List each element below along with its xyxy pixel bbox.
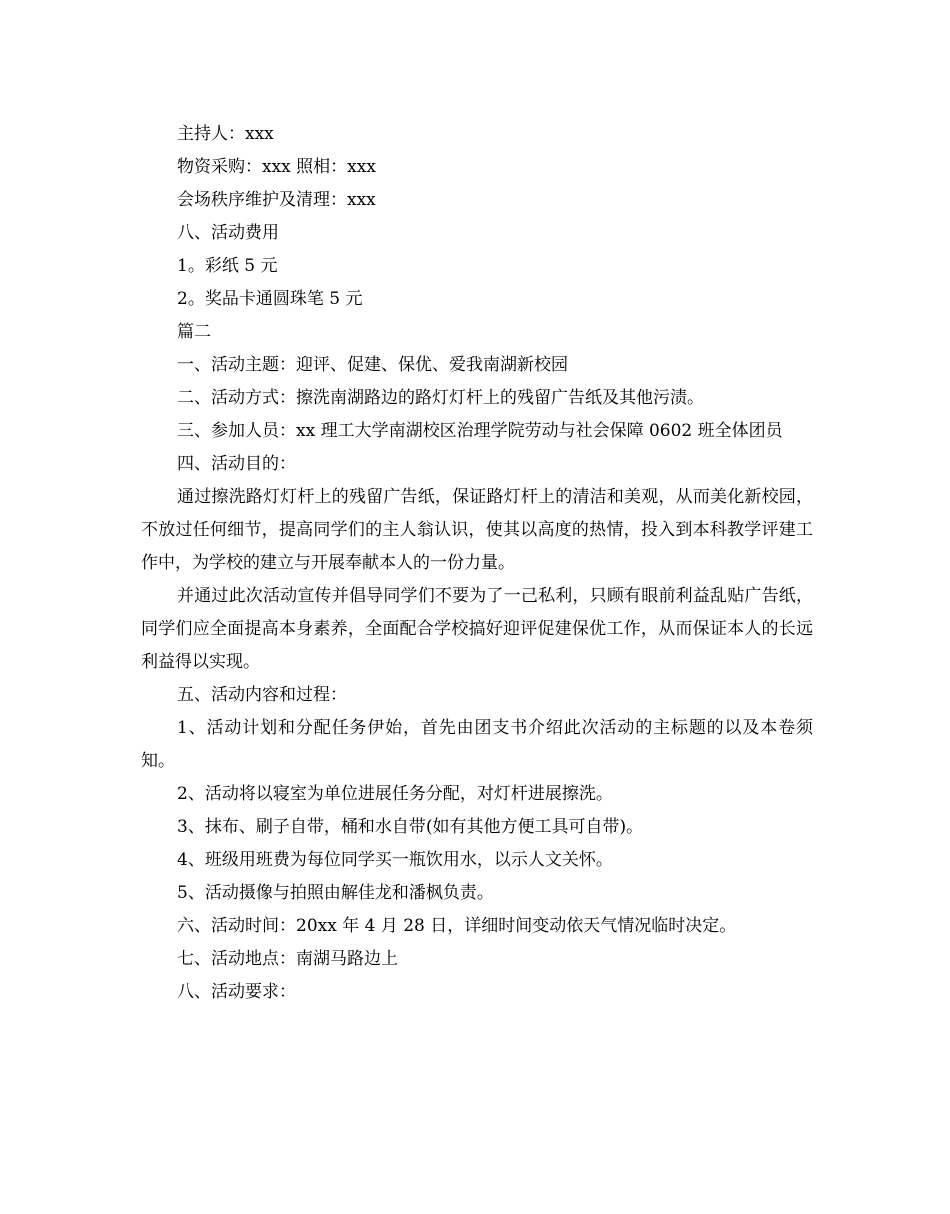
- venue-order-line: 会场秩序维护及清理：xxx: [177, 190, 376, 210]
- purpose-paragraph-2: 并通过此次活动宣传并倡导同学们不要为了一己私利，只顾有眼前利益乱贴广告纸，同学们应全面提高本身素养，全面配合学校搞好迎评促建保优工作，从而保证本人的长远利益得以实现。: [141, 586, 813, 672]
- activity-location-line: 七、活动地点：南湖马路边上: [177, 949, 398, 969]
- document-body: [141, 118, 813, 1009]
- purpose-heading: 四、活动目的：: [177, 454, 296, 474]
- content-heading: 五、活动内容和过程：: [177, 685, 347, 705]
- participants-paragraph: 三、参加人员：xx 理工大学南湖校区治理学院劳动与社会保障 0602 班全体团员: [177, 421, 783, 441]
- requirements-heading: 八、活动要求：: [177, 982, 296, 1002]
- host-line: 主持人：xxx: [177, 124, 274, 144]
- content-item-3: 3、抹布、刷子自带，桶和水自带(如有其他方便工具可自带)。: [177, 817, 644, 837]
- content-item-1: 1、活动计划和分配任务伊始，首先由团支书介绍此次活动的主标题的以及本卷须知。: [141, 718, 813, 771]
- content-item-4: 4、班级用班费为每位同学买一瓶饮用水，以示人文关怀。: [177, 850, 613, 870]
- activity-time-line: 六、活动时间：20xx 年 4 月 28 日，详细时间变动依天气情况临时决定。: [177, 916, 737, 936]
- cost-item-1: 1。彩纸 5 元: [177, 256, 278, 276]
- purpose-paragraph-1: 通过擦洗路灯灯杆上的残留广告纸，保证路灯杆上的清洁和美观，从而美化新校园，不放过任何细节，提高同学们的主人翁认识，使其以高度的热情，投入到本科教学评建工作中，为学校的建立与开展奉献本人的一份力量。: [141, 487, 813, 573]
- content-item-5: 5、活动摄像与拍照由解佳龙和潘枫负责。: [177, 883, 494, 903]
- purchase-photo-line: 物资采购：xxx 照相：xxx: [177, 157, 376, 177]
- content-item-2: 2、活动将以寝室为单位进展任务分配，对灯杆进展擦洗。: [177, 784, 613, 804]
- cost-item-2: 2。奖品卡通圆珠笔 5 元: [177, 289, 363, 309]
- activity-method-line: 二、活动方式：擦洗南湖路边的路灯灯杆上的残留广告纸及其他污渍。: [177, 388, 704, 408]
- section-two-heading: 篇二: [177, 322, 211, 342]
- activity-theme-line: 一、活动主题：迎评、促建、保优、爱我南湖新校园: [177, 355, 568, 375]
- cost-heading: 八、活动费用: [177, 223, 279, 243]
